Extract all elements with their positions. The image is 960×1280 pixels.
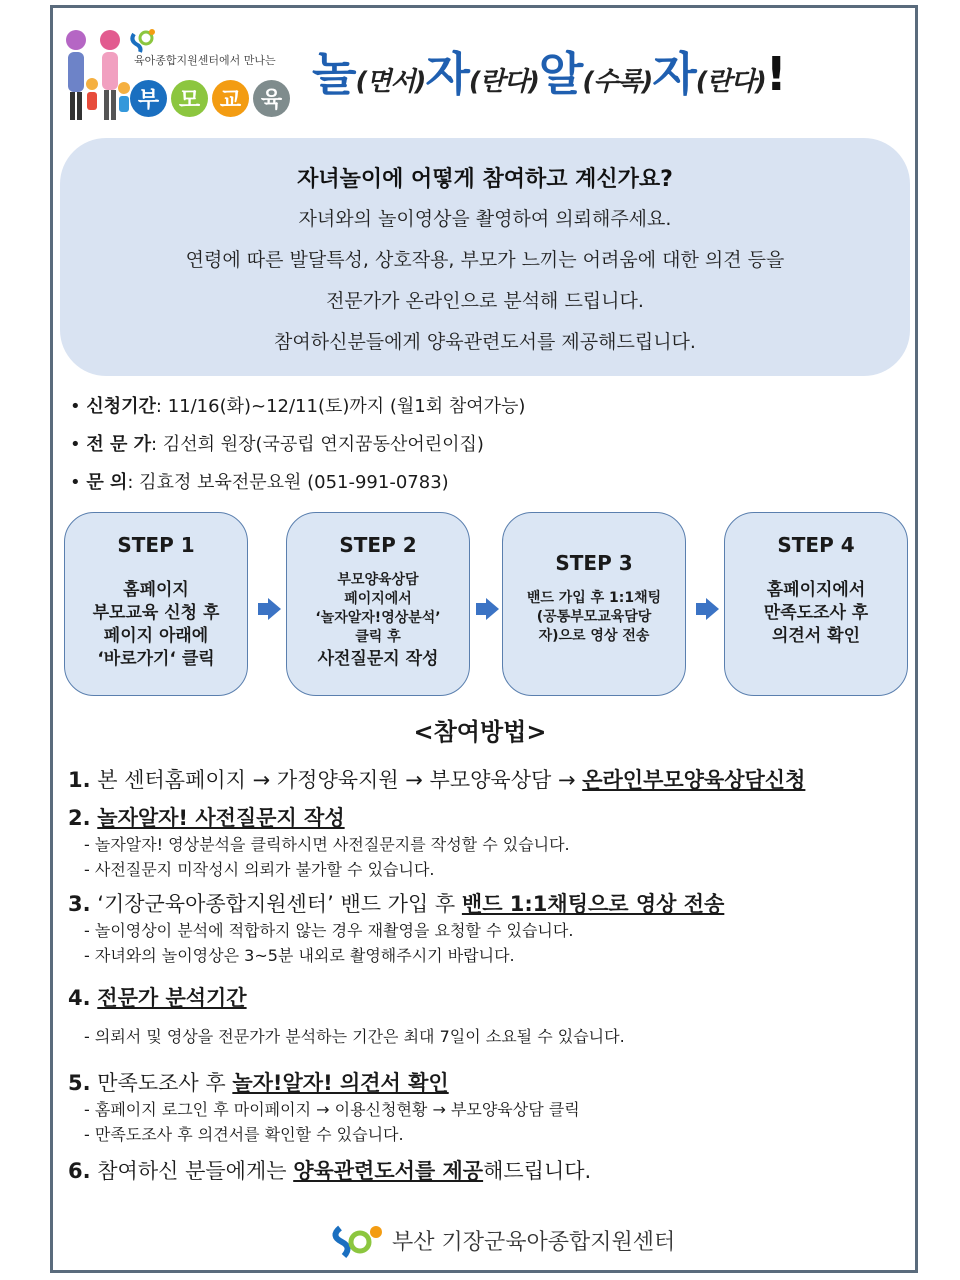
method-item-4: 4. 전문가 분석기간 (68, 986, 247, 1010)
center-logo-icon (128, 26, 156, 54)
title-part: (면서) (355, 67, 426, 97)
step-1-title: STEP 1 (117, 533, 195, 557)
title-part: (란다) (695, 67, 766, 97)
info-period: • 신청기간: 11/16(화)~12/11(토)까지 (월1회 참여가능) (70, 396, 526, 417)
intro-line: 참여하신분들에게 양육관련도서를 제공해드립니다. (274, 331, 696, 353)
method-list (68, 758, 908, 1185)
method-note: - 사전질문지 미작성시 의뢰가 불가할 수 있습니다. (84, 860, 435, 879)
footer-org: 부산 기장군육아종합지원센터 (392, 1229, 676, 1255)
arrow-right-icon (486, 598, 499, 620)
title-part: 자 (652, 47, 696, 101)
title-part: 알 (538, 47, 583, 101)
family-illustration (62, 26, 132, 126)
header (62, 20, 908, 130)
step-4-box (724, 512, 908, 696)
arrow-right-icon (268, 598, 281, 620)
step-3-box (502, 512, 686, 696)
logo-program-name (130, 80, 290, 117)
method-note: - 놀자알자! 영상분석을 클릭하시면 사전질문지를 작성할 수 있습니다. (84, 835, 570, 854)
info-list (70, 388, 525, 502)
method-title: <참여방법> (413, 718, 547, 746)
center-logo-icon (326, 1222, 384, 1258)
method-note: - 만족도조사 후 의견서를 확인할 수 있습니다. (84, 1125, 404, 1144)
method-note: - 홈페이지 로그인 후 마이페이지 → 이용신청현황 → 부모양육상담 클릭 (84, 1100, 580, 1119)
step-1-box (64, 512, 248, 696)
footer (326, 1222, 675, 1258)
step-2-body: 부모양육상담 페이지에서 ‘놀자알자!영상분석’ 클릭 후 사전질문지 작성 (315, 572, 441, 669)
method-item-2: 2. 놀자알자! 사전질문지 작성 (68, 806, 345, 830)
page-title (312, 38, 786, 104)
logo-char: 모 (171, 80, 208, 117)
step-3-body: 밴드 가입 후 1:1채팅 (공통부모교육담당 자)으로 영상 전송 (526, 590, 662, 644)
intro-line: 연령에 따른 발달특성, 상호작용, 부모가 느끼는 어려움에 대한 의견 등을 (185, 249, 785, 271)
method-note: - 자녀와의 놀이영상은 3~5분 내외로 촬영해주시기 바랍니다. (84, 946, 515, 965)
method-note: - 놀이영상이 분석에 적합하지 않는 경우 재촬영을 요청할 수 있습니다. (84, 921, 574, 940)
step-4-title: STEP 4 (777, 533, 855, 557)
logo-char: 부 (130, 80, 167, 117)
intro-line: 자녀와의 놀이영상을 촬영하여 의뢰해주세요. (298, 208, 672, 230)
title-part: 놀 (312, 47, 356, 101)
method-note: - 의뢰서 및 영상을 전문가가 분석하는 기간은 최대 7일이 소요될 수 있습니다. (84, 1027, 625, 1046)
step-4-body: 홈페이지에서 만족도조사 후 의견서 확인 (763, 580, 869, 646)
info-contact: • 문 의: 김효정 보육전문요원 (051-991-0783) (70, 472, 449, 493)
step-3-title: STEP 3 (555, 551, 633, 575)
logo-char: 교 (212, 80, 249, 117)
step-1-body: 홈페이지 부모교육 신청 후 페이지 아래에 ‘바로가기‘ 클릭 (92, 580, 220, 669)
logo-tagline: 육아종합지원센터에서 만나는 (134, 54, 276, 67)
info-expert: • 전 문 가: 김선희 원장(국공립 연지꿈동산어린이집) (70, 434, 484, 455)
title-part: ! (765, 47, 786, 101)
title-part: (란다) (468, 67, 539, 97)
title-part: (수록) (582, 67, 653, 97)
steps-flow (64, 512, 910, 698)
step-2-box (286, 512, 470, 696)
title-part: 자 (425, 47, 469, 101)
intro-heading: 자녀놀이에 어떻게 참여하고 계신가요? (297, 167, 673, 192)
method-item-5: 5. 만족도조사 후 놀자!알자! 의견서 확인 (68, 1071, 449, 1095)
method-item-6: 6. 참여하신 분들에게는 양육관련도서를 제공해드립니다. (68, 1159, 592, 1183)
step-2-title: STEP 2 (339, 533, 417, 557)
method-item-1: 1. 본 센터홈페이지 → 가정양육지원 → 부모양육상담 → 온라인부모양육상담신청 (68, 768, 806, 792)
intro-line: 전문가가 온라인으로 분석해 드립니다. (326, 290, 644, 312)
logo-char: 육 (253, 80, 290, 117)
intro-box (60, 138, 910, 376)
method-item-3: 3. ‘기장군육아종합지원센터’ 밴드 가입 후 밴드 1:1채팅으로 영상 전송 (68, 892, 725, 916)
arrow-right-icon (706, 598, 719, 620)
